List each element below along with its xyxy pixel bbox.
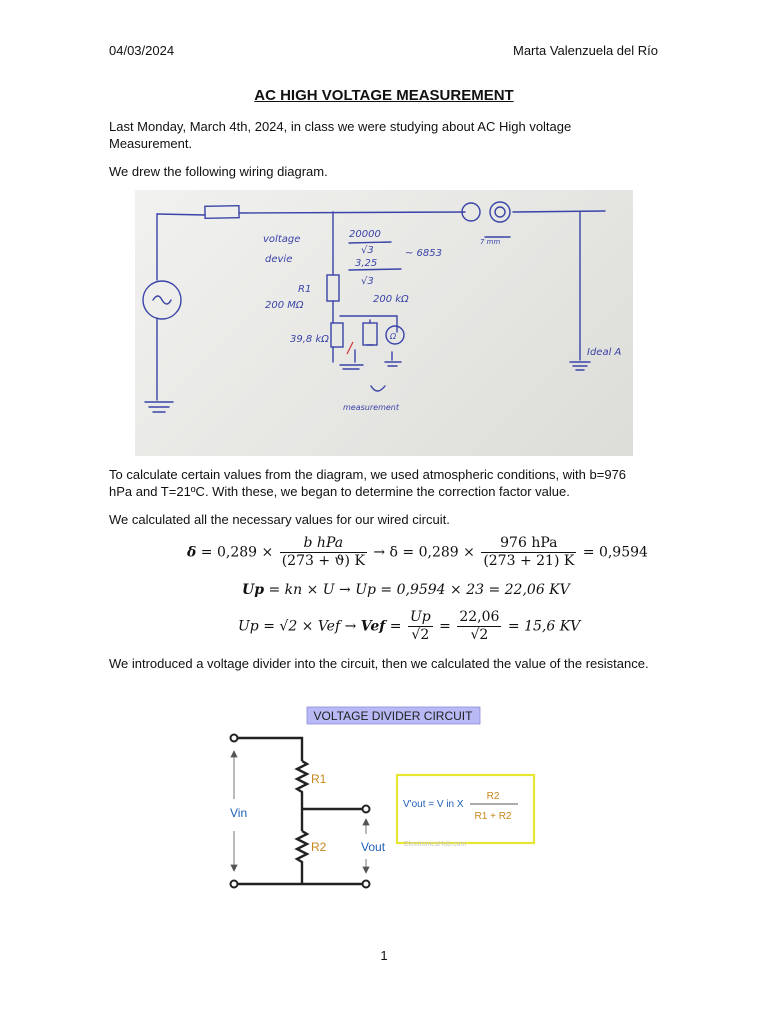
equation-up bbox=[242, 582, 570, 598]
calculation-paragraph: We calculated all the necessary values for our wired circuit. bbox=[109, 512, 450, 527]
sketch-fraction-num: 20000 bbox=[349, 229, 381, 240]
eq-delta-num2: 976 hPa bbox=[481, 535, 576, 553]
divider-paragraph: We introduced a voltage divider into the circuit, then we calculated the value of the resistance. bbox=[109, 656, 649, 671]
eq-delta-den2: (273 + 21) K bbox=[483, 553, 575, 569]
eq-delta-arrow: → δ = 0,289 × bbox=[373, 544, 475, 561]
eq-vef-num1: Up bbox=[409, 609, 431, 625]
sketch-gap-label: 7 mm bbox=[480, 238, 501, 246]
eq-vef-result: = 15,6 KV bbox=[507, 618, 581, 635]
eq-vef-num2: 22,06 bbox=[459, 609, 500, 625]
sketch-voltage-label: voltage bbox=[263, 234, 301, 245]
equation-delta bbox=[187, 535, 648, 570]
eq-delta-den1: (273 + ϑ) K bbox=[281, 553, 365, 569]
sketch-fraction-result: ~ 6853 bbox=[405, 248, 443, 259]
eq-up-text: = kn × U → Up = 0,9594 × 23 = 22,06 KV bbox=[268, 582, 570, 598]
sketch-r3-value: 200 kΩ bbox=[373, 294, 409, 305]
eq-vef-eq: = bbox=[389, 618, 402, 635]
sketch-fraction2-num: 3,25 bbox=[355, 258, 378, 269]
sketch-measure-label: measurement bbox=[343, 403, 399, 412]
equation-vef: Up = √2 × Vef → Vef = $\frac{Up}{√2}$ = $\frac{22,06}{√2}$ = 15,6 KV bbox=[238, 609, 581, 643]
document-date: 04/03/2024 bbox=[109, 43, 175, 58]
page-number: 1 bbox=[380, 948, 388, 963]
divider-vin-label: Vin bbox=[230, 806, 248, 820]
eq-delta-num1: b hPa bbox=[303, 535, 344, 551]
diagram-intro-paragraph: We drew the following wiring diagram. bbox=[109, 164, 328, 179]
eq-vef-part1: Up = √2 × Vef → bbox=[238, 618, 357, 635]
divider-r2-label: R2 bbox=[311, 840, 327, 854]
hand-drawn-circuit bbox=[135, 190, 633, 456]
sketch-meter-label: Ω bbox=[390, 332, 397, 341]
eq-vef-lhs: Vef bbox=[360, 618, 386, 635]
sketch-fraction2-den: √3 bbox=[361, 276, 374, 287]
voltage-divider-figure bbox=[220, 703, 550, 898]
divider-figure-title: VOLTAGE DIVIDER CIRCUIT bbox=[313, 709, 473, 723]
sketch-r1-label: R1 bbox=[298, 284, 312, 295]
eq-delta-lhs: δ bbox=[187, 544, 197, 561]
sketch-r2-value: 39,8 kΩ bbox=[290, 334, 329, 345]
sketch-r1-value: 200 MΩ bbox=[265, 300, 304, 311]
conditions-paragraph: To calculate certain values from the diagram, we used atmospheric conditions, with b=976 hPa and T=21ºC. With these, we began to determine the correction factor value. bbox=[109, 467, 627, 499]
sketch-fraction-den: √3 bbox=[361, 245, 374, 256]
wiring-diagram-photo bbox=[135, 190, 633, 456]
sketch-ideal-label: Ideal A bbox=[587, 347, 622, 358]
divider-formula-lhs: V'out = V in X bbox=[403, 799, 464, 810]
divider-vout-label: Vout bbox=[361, 840, 386, 854]
document-title: AC HIGH VOLTAGE MEASUREMENT bbox=[254, 87, 514, 104]
sketch-divider-label: devie bbox=[265, 254, 293, 265]
document-author: Marta Valenzuela del Río bbox=[512, 43, 658, 58]
eq-delta-result: = 0,9594 bbox=[582, 544, 648, 561]
eq-up-lhs: Up bbox=[242, 582, 264, 598]
eq-vef-den1: √2 bbox=[411, 627, 430, 643]
intro-paragraph: Last Monday, March 4th, 2024, in class we were studying about AC High voltage Measurement. bbox=[109, 119, 572, 151]
eq-delta-k: = 0,289 × bbox=[200, 544, 274, 561]
eq-vef-den2: √2 bbox=[470, 627, 489, 643]
divider-watermark: ElectronicsHub.com bbox=[404, 841, 467, 848]
divider-formula-den: R1 + R2 bbox=[474, 811, 512, 822]
divider-r1-label: R1 bbox=[311, 772, 327, 786]
voltage-divider-diagram bbox=[220, 703, 550, 898]
divider-formula-num: R2 bbox=[486, 791, 500, 802]
